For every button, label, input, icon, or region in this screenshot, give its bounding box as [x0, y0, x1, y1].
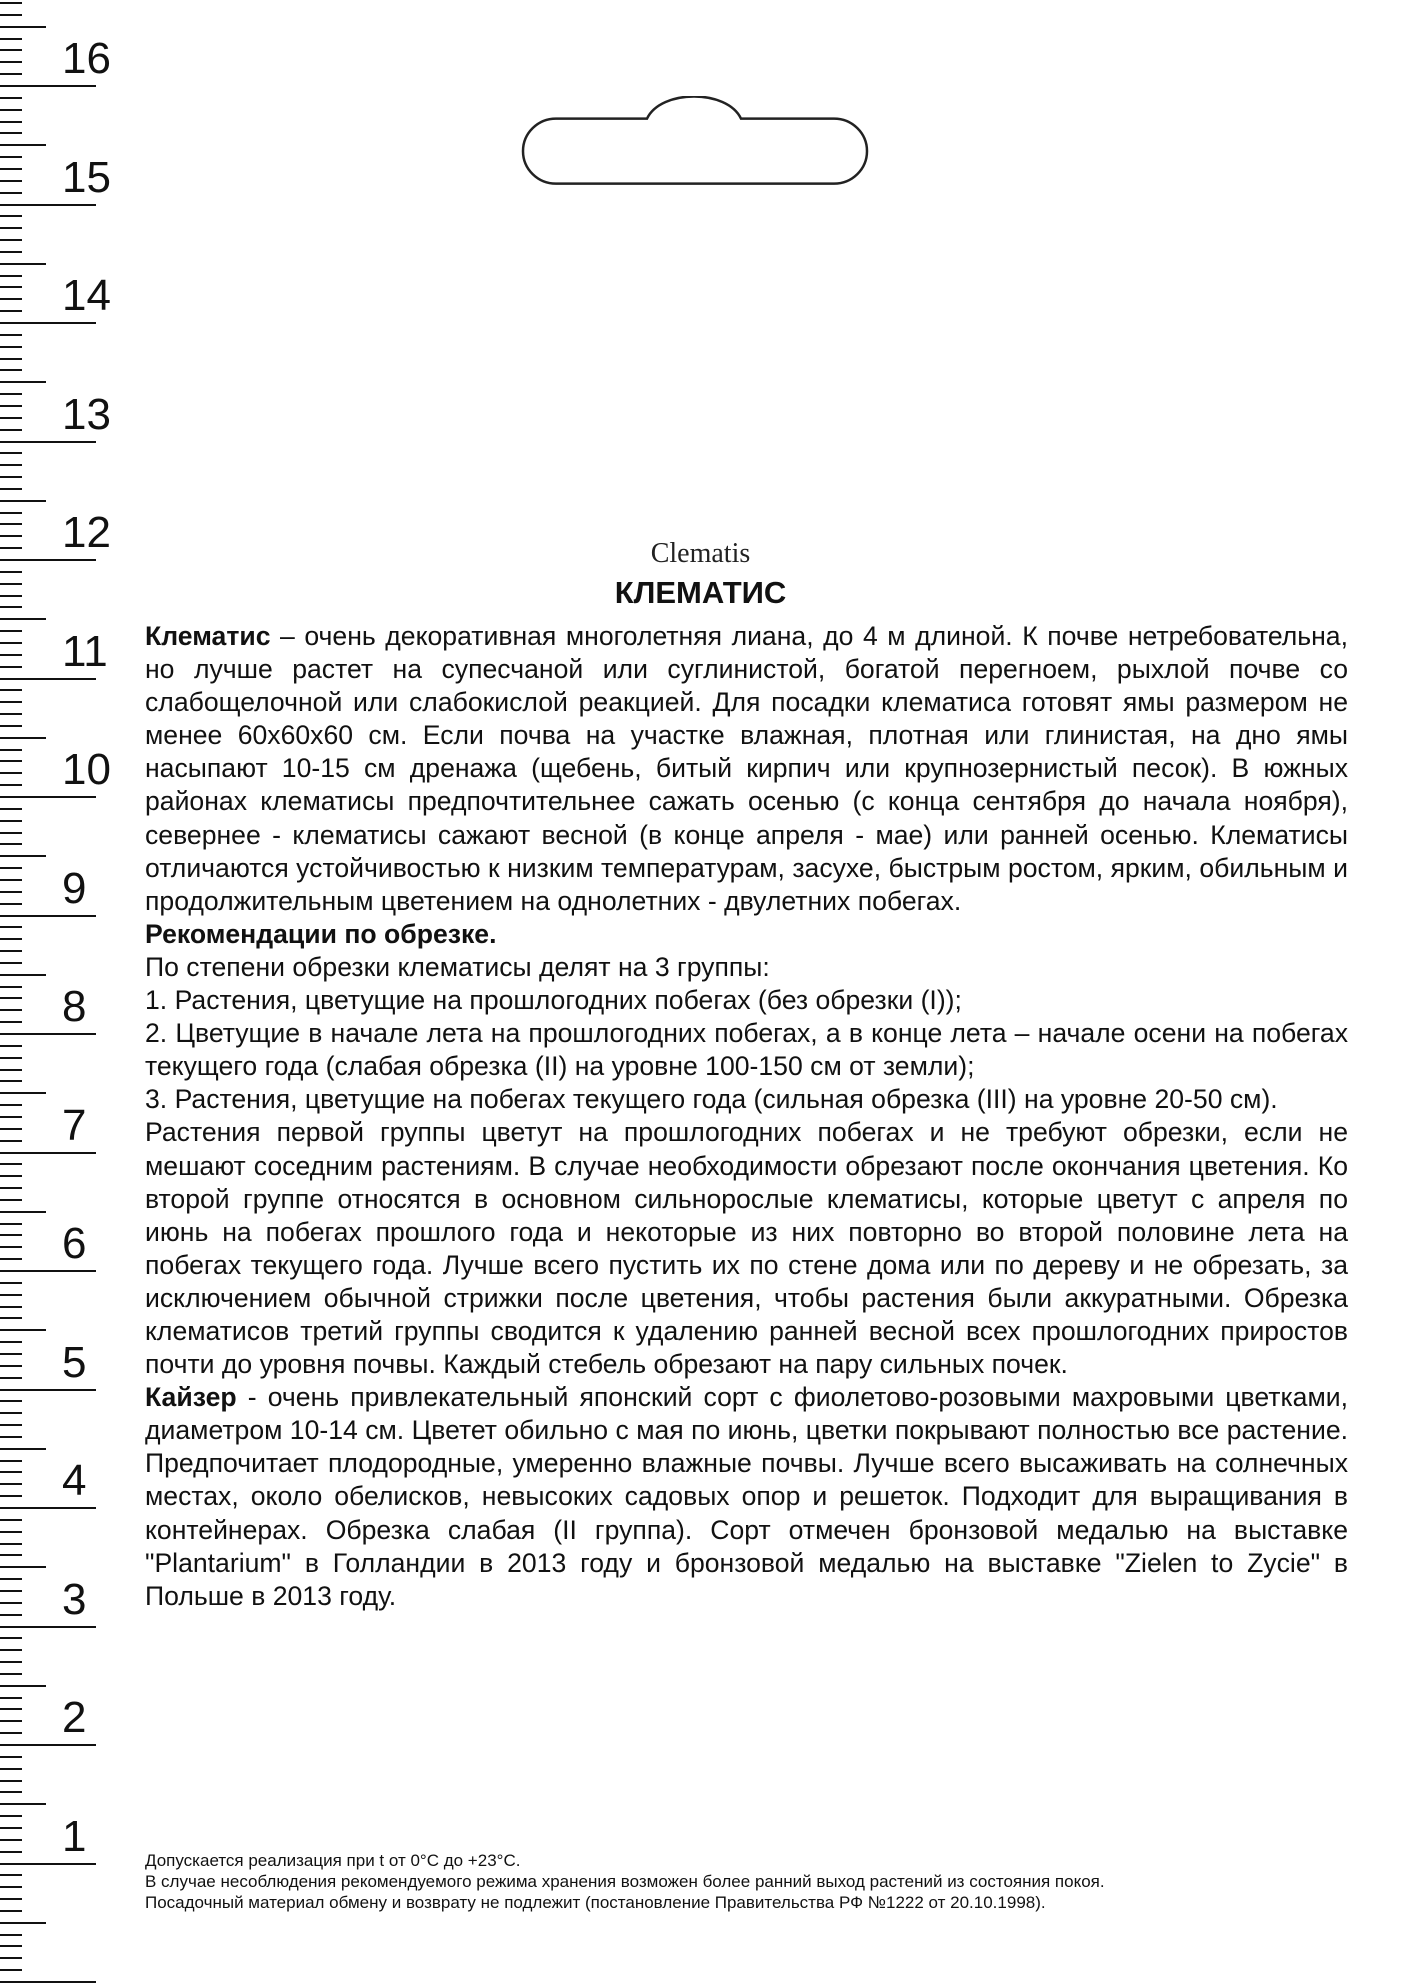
- ruler-tick: [0, 1768, 22, 1770]
- ruler-tick: [0, 192, 22, 194]
- ruler-tick: [0, 571, 22, 573]
- ruler-tick: [0, 476, 22, 478]
- ruler-tick: [0, 1614, 22, 1616]
- ruler-tick: [0, 749, 22, 751]
- ruler-cm-line: [0, 1270, 96, 1272]
- ruler-tick: [0, 1045, 22, 1047]
- ruler-tick: [0, 215, 22, 217]
- ruler-tick: [0, 1306, 22, 1308]
- ruler-tick: [0, 38, 22, 40]
- ruler-number: 11: [62, 627, 108, 676]
- ruler-tick: [0, 73, 22, 75]
- footer-line-storage: Допускается реализация при t от 0°С до +23°С.: [145, 1851, 521, 1870]
- pruning-paragraph: Растения первой группы цветут на прошлогодних побегах и не требуют обрезки, если не мешают соседним растениям. В случае необходимости обрезают после окончания цветения. Ко второй группе относятся в основном сильнорослые клематисы, которые цветут с апреля по июнь на побегах прошлого года и некоторые из них повторно во второй половине лета на побегах текущего года. Лучше всего пустить их по стене дома или по дереву и не обрезать, за исключением обычной стрижки после цветения, чтобы растения были аккуратными. Обрезка клематисов третий группы сводится к удалению ранней весной всех прошлогодних приростов почти до уровня почвы. Каждый стебель обрезают на пару сильных почек.: [145, 1117, 1348, 1380]
- ruler-tick: [0, 417, 22, 419]
- ruler-tick: [0, 891, 22, 893]
- latin-title: Clematis: [650, 538, 751, 569]
- ruler-tick: [0, 1815, 22, 1817]
- ruler-cm-line: [0, 441, 96, 443]
- ruler-number: 7: [62, 1101, 87, 1150]
- ruler-tick: [0, 689, 22, 691]
- ruler-tick: [0, 263, 46, 265]
- ruler-number: 5: [62, 1338, 87, 1387]
- ruler-tick: [0, 630, 22, 632]
- ruler-cm-line: [0, 1507, 96, 1509]
- variety-lead: Кайзер: [145, 1382, 237, 1413]
- ruler-tick: [0, 2, 22, 4]
- pruning-group-3: 3. Растения, цветущие на побегах текущего года (сильная обрезка (III) на уровне 20-50 см).: [145, 1084, 1278, 1115]
- ruler-tick: [0, 298, 22, 300]
- ruler-tick: [0, 512, 22, 514]
- ruler-tick: [0, 1317, 22, 1319]
- ruler-tick: [0, 997, 22, 999]
- ruler-tick: [0, 1424, 22, 1426]
- ruler-tick: [0, 464, 22, 466]
- ruler-number: 15: [62, 153, 111, 202]
- ruler-number: 13: [62, 390, 111, 439]
- ruler-tick: [0, 950, 22, 952]
- ruler-tick: [0, 938, 22, 940]
- ruler-tick: [0, 393, 22, 395]
- variety-paragraph: [145, 1381, 1348, 1613]
- ruler-tick: [0, 1436, 22, 1438]
- ruler-tick: [0, 1460, 22, 1462]
- ruler-tick: [0, 1116, 22, 1118]
- ruler-tick: [0, 14, 22, 16]
- ruler-tick: [0, 1163, 22, 1165]
- ruler-number: 1: [62, 1812, 87, 1861]
- ruler-number: 8: [62, 982, 87, 1031]
- ruler-tick: [0, 1578, 22, 1580]
- ruler-tick: [0, 500, 46, 502]
- ruler-tick: [0, 1708, 22, 1710]
- ruler-tick: [0, 1791, 22, 1793]
- ruler-tick: [0, 1957, 22, 1959]
- ruler-tick: [0, 1637, 22, 1639]
- ruler-tick: [0, 109, 22, 111]
- ruler-tick: [0, 1412, 22, 1414]
- ruler-tick: [0, 144, 46, 146]
- ruler-tick: [0, 1057, 22, 1059]
- ruler-tick: [0, 1590, 22, 1592]
- ruler-tick: [0, 180, 22, 182]
- ruler-tick: [0, 251, 22, 253]
- ruler-tick: [0, 1069, 22, 1071]
- ruler-tick: [0, 121, 22, 123]
- pruning-group-2: 2. Цветущие в начале лета на прошлогодних побегах, а в конце лета – начале осени на побегах текущего года (слабая обрезка (II) на уровне 100-150 см от земли);: [145, 1018, 1348, 1082]
- ruler-tick: [0, 1543, 22, 1545]
- ruler-tick: [0, 986, 22, 988]
- ruler-tick: [0, 1234, 22, 1236]
- ruler-tick: [0, 654, 22, 656]
- ruler-tick: [0, 1341, 22, 1343]
- ruler-tick: [0, 974, 46, 976]
- ruler-tick: [0, 1673, 22, 1675]
- ruler-tick: [0, 168, 22, 170]
- ruler-tick: [0, 1803, 46, 1805]
- ruler-tick: [0, 381, 46, 383]
- ruler-cm-line: [0, 1152, 96, 1154]
- ruler-tick: [0, 1898, 22, 1900]
- ruler-number: 3: [62, 1575, 87, 1624]
- intro-paragraph: [145, 620, 1348, 918]
- ruler-tick: [0, 926, 22, 928]
- ruler-tick: [0, 1211, 46, 1213]
- ruler-tick: [0, 61, 22, 63]
- ruler-tick: [0, 1519, 22, 1521]
- ruler-tick: [0, 1602, 22, 1604]
- ruler-tick: [0, 855, 46, 857]
- ruler-tick: [0, 1471, 22, 1473]
- intro-text: – очень декоративная многолетняя лиана, до 4 м длиной. К почве нетребовательна, но лучше растет на супесчаной или суглинистой, богатой перегноем, рыхлой почве со слабощелочной или слабокислой реакцией. Для посадки клематиса готовят ямы размером не менее 60х60х60 см. Если почва на участке влажная, плотная или глинистая, на дно ямы насыпают 10-15 см дренажа (щебень, битый кирпич или крупнозернистый песок). В южных районах клематисы предпочтительнее сажать осенью (с конца сентября до начала ноября), севернее - клематисы сажают весной (в конце апреля - мае) или ранней осенью. Клематисы отличаются устойчивостью к низким температурам, засухе, быстрым ростом, ярким, обильным и продолжительным цветением на однолетних - двулетних побегах.: [145, 621, 1348, 916]
- ruler-tick: [0, 1329, 46, 1331]
- ruler-tick: [0, 1874, 22, 1876]
- ruler-tick: [0, 1365, 22, 1367]
- ruler-cm-line: [0, 1744, 96, 1746]
- ruler-tick: [0, 286, 22, 288]
- ruler-tick: [0, 784, 22, 786]
- ruler-tick: [0, 488, 22, 490]
- ruler-tick: [0, 1400, 22, 1402]
- ruler-tick: [0, 903, 22, 905]
- ruler-tick: [0, 1780, 22, 1782]
- ruler-tick: [0, 452, 22, 454]
- ruler-tick: [0, 239, 22, 241]
- ruler-tick: [0, 523, 22, 525]
- ruler-tick: [0, 701, 22, 703]
- ruler-number: 10: [62, 745, 111, 794]
- ruler-tick: [0, 808, 22, 810]
- ruler-tick: [0, 334, 22, 336]
- ruler-tick: [0, 1661, 22, 1663]
- ruler-tick: [0, 1922, 46, 1924]
- intro-lead: Клематис: [145, 621, 271, 651]
- ruler-tick: [0, 867, 22, 869]
- ruler-tick: [0, 1945, 22, 1947]
- ruler-tick: [0, 1128, 22, 1130]
- ruler-tick: [0, 1697, 22, 1699]
- ruler-tick: [0, 132, 22, 134]
- ruler-cm-line: [0, 796, 96, 798]
- ruler-tick: [0, 772, 22, 774]
- ruler-scale: [0, 0, 111, 1981]
- ruler-tick: [0, 1140, 22, 1142]
- ruler-tick: [0, 310, 22, 312]
- ruler-tick: [0, 843, 22, 845]
- ruler-tick: [0, 1495, 22, 1497]
- ruler-tick: [0, 1353, 22, 1355]
- ruler-cm-line: [0, 1033, 96, 1035]
- ruler-tick: [0, 1448, 46, 1450]
- ruler-tick: [0, 97, 22, 99]
- ruler-tick: [0, 1649, 22, 1651]
- ruler-tick: [0, 227, 22, 229]
- ruler-tick: [0, 1377, 22, 1379]
- ruler-number: 9: [62, 864, 87, 913]
- ruler-tick: [0, 156, 22, 158]
- ruler-cm-line: [0, 1863, 96, 1865]
- ruler-tick: [0, 1258, 22, 1260]
- ruler-number: 6: [62, 1219, 87, 1268]
- ruler-tick: [0, 1720, 22, 1722]
- ruler-tick: [0, 1531, 22, 1533]
- pruning-group-1: 1. Растения, цветущие на прошлогодних побегах (без обрезки (I));: [145, 985, 962, 1016]
- ruler-tick: [0, 1092, 46, 1094]
- ruler-tick: [0, 49, 22, 51]
- ruler-tick: [0, 405, 22, 407]
- ruler-tick: [0, 1827, 22, 1829]
- ruler-tick: [0, 1175, 22, 1177]
- ruler-tick: [0, 1021, 22, 1023]
- ruler-number: 12: [62, 508, 111, 557]
- ruler-tick: [0, 1104, 22, 1106]
- ruler-tick: [0, 760, 22, 762]
- description-text: [145, 620, 1348, 1613]
- ruler-cm-line: [0, 678, 96, 680]
- main-title: КЛЕМАТИС: [614, 575, 787, 610]
- ruler-number: 14: [62, 271, 111, 320]
- ruler-tick: [0, 346, 22, 348]
- ruler-tick: [0, 725, 22, 727]
- ruler-tick: [0, 1080, 22, 1082]
- ruler-tick: [0, 1246, 22, 1248]
- ruler-cm-line: [0, 204, 96, 206]
- ruler-number: 2: [62, 1693, 87, 1742]
- ruler-tick: [0, 1554, 22, 1556]
- ruler-tick: [0, 1187, 22, 1189]
- footer-line-return: Посадочный материал обмену и возврату не подлежит (постановление Правительства РФ №1222 от 20.10.1998).: [145, 1893, 1046, 1912]
- ruler-tick: [0, 26, 46, 28]
- ruler-tick: [0, 358, 22, 360]
- ruler-cm-line: [0, 85, 96, 87]
- ruler-tick: [0, 1756, 22, 1758]
- ruler-tick: [0, 369, 22, 371]
- ruler-tick: [0, 666, 22, 668]
- ruler-tick: [0, 642, 22, 644]
- ruler-tick: [0, 737, 46, 739]
- ruler-number: 16: [62, 34, 111, 83]
- ruler-tick: [0, 1223, 22, 1225]
- ruler-tick: [0, 1839, 22, 1841]
- ruler-cm-line: [0, 915, 96, 917]
- ruler-cm-line: [0, 1626, 96, 1628]
- ruler-tick: [0, 1294, 22, 1296]
- pruning-intro: По степени обрезки клематисы делят на 3 группы:: [145, 951, 770, 982]
- ruler-tick: [0, 1851, 22, 1853]
- ruler-tick: [0, 713, 22, 715]
- footer-line-warning: В случае несоблюдения рекомендуемого режима хранения возможен более ранний выход растений из состояния покоя.: [145, 1872, 1105, 1891]
- ruler-tick: [0, 962, 22, 964]
- ruler-tick: [0, 1886, 22, 1888]
- footer-notice: [145, 1850, 1365, 1913]
- ruler-tick: [0, 832, 22, 834]
- ruler-tick: [0, 1934, 22, 1936]
- ruler-tick: [0, 1199, 22, 1201]
- ruler-tick: [0, 1282, 22, 1284]
- ruler-tick: [0, 1910, 22, 1912]
- pruning-heading: Рекомендации по обрезке.: [145, 918, 497, 949]
- hang-hole-cutout: [516, 96, 886, 186]
- ruler-cm-line: [0, 322, 96, 324]
- ruler-tick: [0, 1483, 22, 1485]
- ruler-tick: [0, 879, 22, 881]
- ruler-tick: [0, 1009, 22, 1011]
- ruler-tick: [0, 618, 46, 620]
- ruler-cm-line: [0, 1389, 96, 1391]
- ruler-tick: [0, 275, 22, 277]
- variety-text: - очень привлекательный японский сорт с фиолетово-розовыми махровыми цветками, диаметром 10-14 см. Цветет обильно с мая по июнь, цветки покрывают полностью все растение. Предпочитает плодородные, умеренно влажные почвы. Лучше всего высаживать на солнечных местах, около обелисков, невысоких садовых опор и решеток. Подходит для выращивания в контейнерах. Обрезка слабая (II группа). Сорт отмечен бронзовой медалью на выставке "Plantarium" в Голландии в 2013 году и бронзовой медалью на выставке "Zielen to Zycie" в Польше в 2013 году.: [145, 1382, 1348, 1611]
- ruler-tick: [0, 820, 22, 822]
- ruler-tick: [0, 1685, 46, 1687]
- ruler-number: 4: [62, 1456, 87, 1505]
- ruler-tick: [0, 1732, 22, 1734]
- ruler-tick: [0, 429, 22, 431]
- ruler-tick: [0, 1566, 46, 1568]
- ruler-tick: [0, 1969, 22, 1971]
